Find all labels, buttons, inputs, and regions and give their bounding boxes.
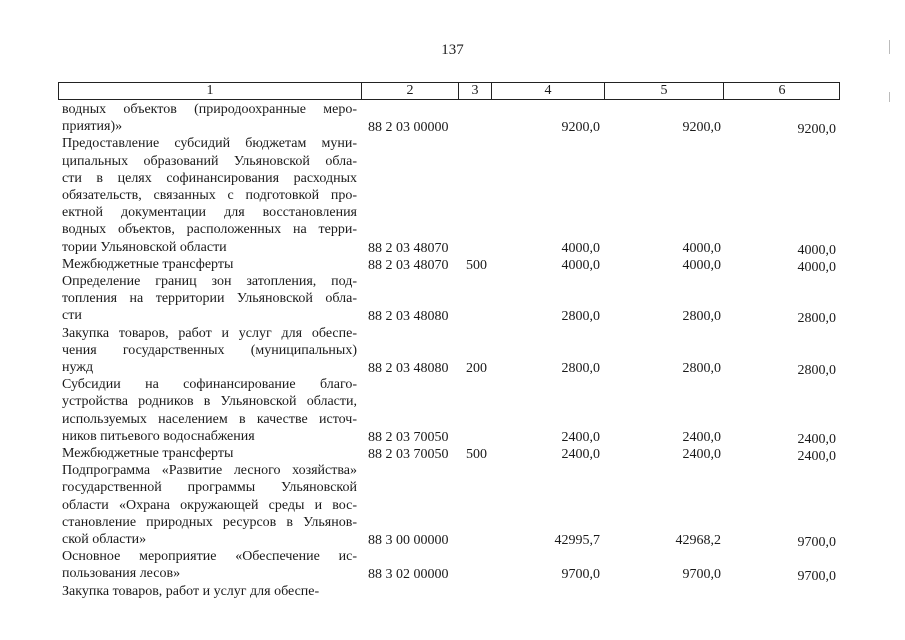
cell-target-code: 88 2 03 70050	[368, 447, 449, 462]
description-line: Предоставление субсидий бюджетам муни-	[62, 136, 357, 152]
cell-value-col4: 2800,0	[561, 309, 600, 325]
cell-value-col4: 9700,0	[561, 567, 600, 583]
description-line: чения государственных (муниципальных)	[62, 342, 357, 358]
column-header-5: 5	[660, 83, 668, 98]
description-line: Субсидии на софинансирование благо-	[62, 377, 357, 393]
description-line: пользования лесов»	[62, 566, 181, 582]
description-line: тории Ульяновской области	[62, 239, 227, 255]
cell-value-col5: 9700,0	[682, 567, 721, 583]
description-line: используемых населением в качестве источ-	[62, 411, 357, 427]
description-line: топления на территории Ульяновской обла-	[62, 291, 357, 307]
description-line: Основное мероприятие «Обеспечение ис-	[62, 549, 357, 565]
scan-margin-mark	[889, 40, 890, 54]
cell-value-col6: 2800,0	[797, 363, 836, 378]
row-description	[62, 445, 357, 462]
cell-target-code: 88 2 03 48070	[368, 257, 449, 273]
description-line: нужд	[62, 360, 94, 375]
description-line: ской области»	[62, 532, 147, 547]
row-description	[62, 583, 357, 600]
cell-value-col6: 2800,0	[797, 311, 836, 327]
cell-value-col4: 2400,0	[561, 429, 600, 445]
description-line: области «Охрана окружающей среды и вос-	[62, 497, 357, 513]
cell-value-col5: 2800,0	[682, 309, 721, 325]
cell-value-col4: 2800,0	[561, 361, 600, 376]
cell-target-code: 88 2 03 70050	[368, 429, 449, 445]
description-line: сти в целях софинансирования расходных	[62, 170, 357, 186]
cell-value-col4: 4000,0	[561, 257, 600, 273]
description-line: устройства родников в Ульяновской области,	[62, 394, 357, 410]
description-line: Межбюджетные трансферты	[62, 446, 234, 461]
description-line: ектной документации для восстановления	[62, 205, 357, 221]
cell-value-col6: 9700,0	[797, 535, 836, 550]
cell-value-col4: 4000,0	[561, 240, 600, 256]
row-description	[62, 462, 357, 548]
cell-expense-type: 500	[466, 447, 487, 462]
description-line: Подпрограмма «Развитие лесного хозяйства»	[62, 463, 357, 479]
cell-target-code: 88 2 03 48080	[368, 309, 449, 325]
cell-value-col5: 2400,0	[682, 447, 721, 462]
description-line: приятия)»	[62, 119, 123, 135]
cell-value-col5: 9200,0	[682, 120, 721, 136]
cell-value-col5: 2800,0	[682, 361, 721, 376]
description-line: ципальных образований Ульяновской обла-	[62, 153, 357, 169]
cell-target-code: 88 3 02 00000	[368, 567, 449, 583]
cell-value-col6: 2400,0	[797, 449, 836, 464]
row-description	[62, 548, 357, 582]
cell-value-col6: 9700,0	[797, 569, 836, 585]
column-header-2: 2	[406, 83, 414, 98]
cell-value-col6: 4000,0	[797, 242, 836, 258]
table-column-header	[58, 82, 840, 100]
cell-expense-type: 500	[466, 257, 487, 273]
description-line: Закупка товаров, работ и услуг для обеспе-	[62, 583, 320, 599]
row-description	[62, 325, 357, 377]
cell-value-col5: 2400,0	[682, 429, 721, 445]
cell-value-col6: 9200,0	[797, 122, 836, 138]
description-line: государственной программы Ульяновской	[62, 480, 357, 496]
cell-value-col5: 4000,0	[682, 257, 721, 273]
cell-value-col6: 2400,0	[797, 431, 836, 447]
cell-value-col5: 4000,0	[682, 240, 721, 256]
column-header-4: 4	[544, 83, 552, 98]
cell-value-col6: 4000,0	[797, 259, 836, 275]
cell-value-col4: 2400,0	[561, 447, 600, 462]
column-header-3: 3	[471, 83, 479, 98]
cell-expense-type: 200	[466, 361, 487, 376]
cell-target-code: 88 2 03 48070	[368, 240, 449, 256]
row-description	[62, 376, 357, 445]
page-number: 137	[441, 42, 464, 58]
cell-value-col4: 42995,7	[554, 533, 600, 548]
description-line: становление природных ресурсов в Ульянов-	[62, 514, 357, 530]
description-line: ников питьевого водоснабжения	[62, 428, 255, 444]
row-description	[62, 273, 357, 325]
description-line: Закупка товаров, работ и услуг для обеспе-	[62, 325, 357, 341]
description-line: водных объектов (природоохранные меро-	[62, 102, 357, 117]
description-line: Межбюджетные трансферты	[62, 256, 234, 272]
scan-margin-mark	[889, 92, 890, 102]
column-header-1: 1	[206, 83, 214, 98]
row-description	[62, 101, 357, 135]
column-header-6: 6	[778, 83, 786, 98]
cell-value-col4: 9200,0	[561, 120, 600, 136]
cell-target-code: 88 2 03 00000	[368, 120, 449, 136]
description-line: водных объектов, расположенных на терри-	[62, 222, 357, 238]
row-description	[62, 135, 357, 255]
cell-target-code: 88 3 00 00000	[368, 533, 449, 548]
description-line: сти	[62, 308, 82, 324]
description-line: обязательств, связанных с подготовкой про-	[62, 188, 357, 203]
cell-value-col5: 42968,2	[675, 533, 721, 548]
row-description	[62, 256, 357, 273]
description-line: Определение границ зон затопления, под-	[62, 274, 357, 289]
cell-target-code: 88 2 03 48080	[368, 361, 449, 376]
